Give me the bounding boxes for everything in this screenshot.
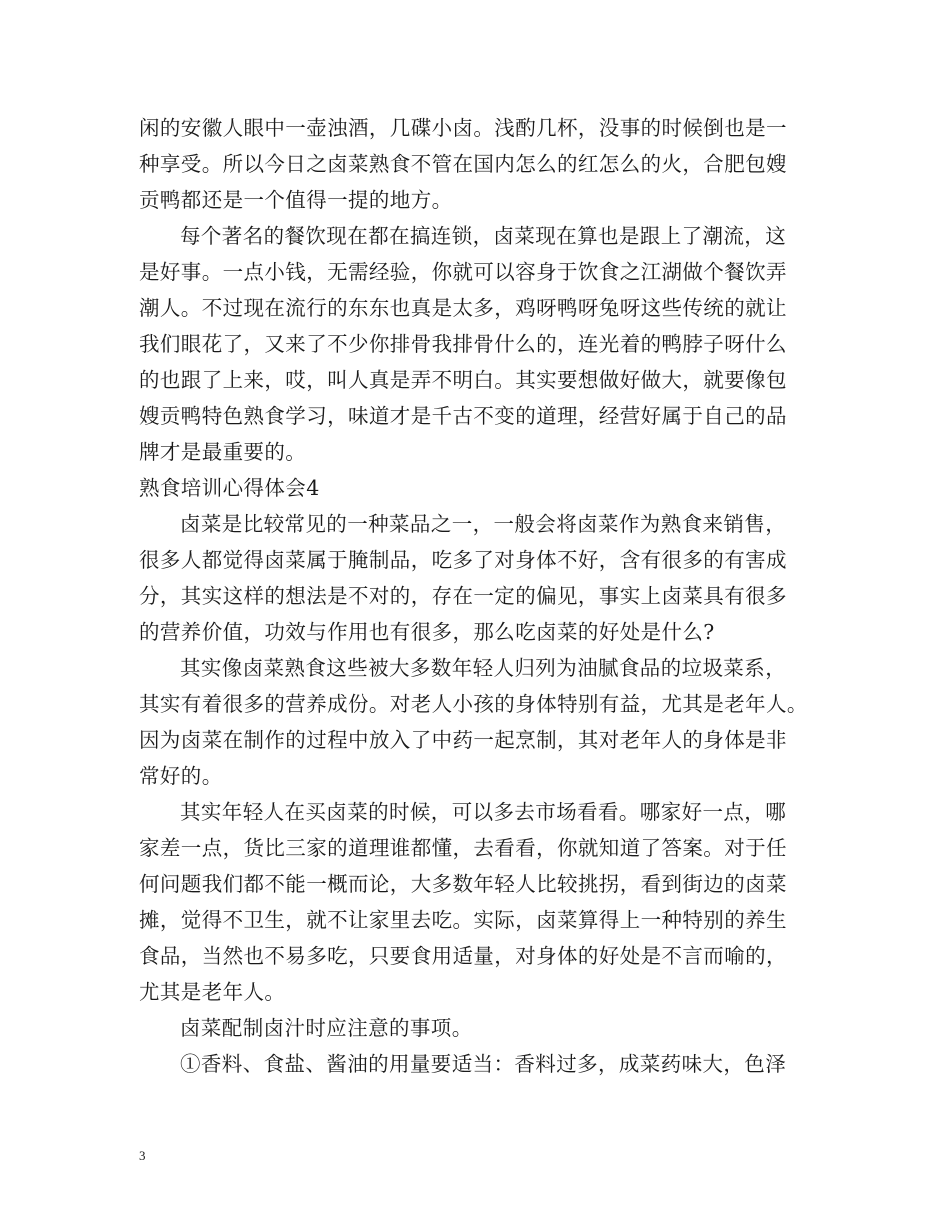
- text-line: 常好的。: [139, 764, 223, 788]
- text-line: 因为卤菜在制作的过程中放入了中药一起烹制，其对老年人的身体是非: [139, 728, 787, 752]
- text-line: 摊，觉得不卫生，就不让家里去吃。实际，卤菜算得上一种特别的养生: [139, 908, 787, 932]
- text-line: 我们眼花了，又来了不少你排骨我排骨什么的，连光着的鸭脖子呀什么: [139, 332, 787, 356]
- text-line: 卤菜是比较常见的一种菜品之一，一般会将卤菜作为熟食来销售，: [180, 512, 787, 536]
- text-line: 嫂贡鸭特色熟食学习，味道才是千古不变的道理，经营好属于自己的品: [139, 404, 787, 428]
- text-line: 贡鸭都还是一个值得一提的地方。: [139, 188, 453, 212]
- text-line: 分，其实这样的想法是不对的，存在一定的偏见，事实上卤菜具有很多: [139, 584, 787, 608]
- text-line: 种享受。所以今日之卤菜熟食不管在国内怎么的红怎么的火，合肥包嫂: [139, 152, 787, 176]
- text-line: 很多人都觉得卤菜属于腌制品，吃多了对身体不好，含有很多的有害成: [139, 548, 787, 572]
- text-line: 的营养价值，功效与作用也有很多，那么吃卤菜的好处是什么?: [139, 620, 715, 644]
- section-heading: 熟食培训心得体会4: [139, 476, 320, 500]
- text-line: 卤菜配制卤汁时应注意的事项。: [180, 1016, 473, 1040]
- text-line: 每个著名的餐饮现在都在搞连锁，卤菜现在算也是跟上了潮流，这: [180, 224, 787, 248]
- text-line: ①香料、食盐、酱油的用量要适当：香料过多，成菜药味大，色泽: [180, 1052, 787, 1076]
- text-line: 尤其是老年人。: [139, 980, 286, 1004]
- page-number: 3: [139, 1148, 146, 1163]
- text-line: 其实年轻人在买卤菜的时候，可以多去市场看看。哪家好一点，哪: [180, 800, 787, 824]
- text-line: 其实有着很多的营养成份。对老人小孩的身体特别有益，尤其是老年人。: [139, 692, 808, 716]
- text-line: 何问题我们都不能一概而论，大多数年轻人比较挑拐，看到街边的卤菜: [139, 872, 787, 896]
- text-line: 牌才是最重要的。: [139, 440, 307, 464]
- text-line: 食品，当然也不易多吃，只要食用适量，对身体的好处是不言而喻的，: [139, 944, 787, 968]
- text-line: 的也跟了上来，哎，叫人真是弄不明白。其实要想做好做大，就要像包: [139, 368, 787, 392]
- text-line: 潮人。不过现在流行的东东也真是太多，鸡呀鸭呀兔呀这些传统的就让: [139, 296, 787, 320]
- text-line: 其实像卤菜熟食这些被大多数年轻人归列为油腻食品的垃圾菜系，: [180, 656, 787, 680]
- body-text: [139, 110, 819, 1082]
- text-line: 是好事。一点小钱，无需经验，你就可以容身于饮食之江湖做个餐饮弄: [139, 260, 787, 284]
- text-line: 家差一点，货比三家的道理谁都懂，去看看，你就知道了答案。对于任: [139, 836, 787, 860]
- text-line: 闲的安徽人眼中一壶浊酒，几碟小卤。浅酌几杯，没事的时候倒也是一: [139, 116, 787, 140]
